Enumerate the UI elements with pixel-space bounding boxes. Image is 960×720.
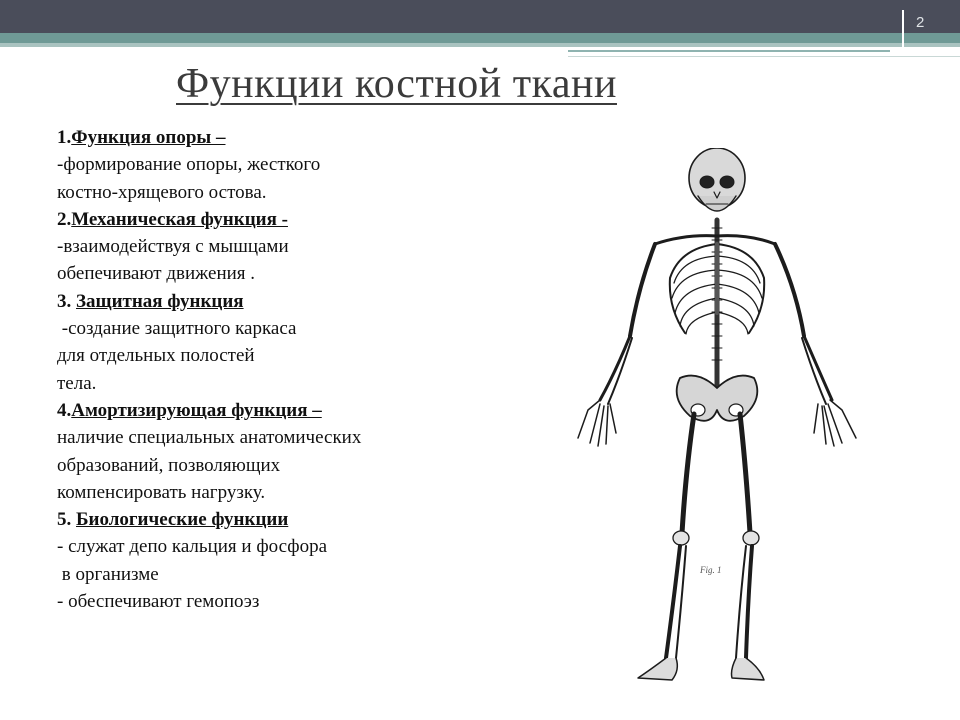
function-list [57,124,477,615]
text-line: обепечивают движения . [57,263,256,285]
header-stripe [0,33,960,43]
text-line: наличие специальных анатомических [57,427,362,449]
text-line: костно-хрящевого остова. [57,181,267,203]
item-number: 1. [57,127,72,148]
text-line: в организме [57,563,159,585]
item-heading: Функция опоры – [71,127,226,148]
item-number: 3. [57,290,76,312]
figure-label: Fig. 1 [700,565,722,575]
text-line: - обеспечивают гемопоэз [57,591,260,613]
heading-protective [57,288,477,315]
text-line: -взаимодействуя с мышцами [57,236,289,258]
skeleton-illustration [560,148,870,693]
item-number: 4. [57,399,72,421]
item-heading: Механическая функция - [71,208,288,230]
text-line: компенсировать нагрузку. [57,481,266,503]
text-line: образований, позволяющих [57,454,281,476]
text-line: для отдельных полостей [57,345,255,367]
heading-support [57,124,477,151]
item-heading: Защитная функция [76,290,244,312]
header-stripe-light [0,43,960,47]
decor-line-thin [568,56,960,57]
item-number: 2. [57,208,72,230]
heading-biological [57,506,477,533]
item-heading: Биологические функции [76,509,289,531]
heading-shock-absorbing [57,397,477,424]
item-number: 5. [57,509,76,531]
item-heading: Амортизирующая функция – [71,399,322,421]
slide-header-band [0,0,960,33]
page-number: 2 [916,14,925,31]
text-line: -формирование опоры, жесткого [57,154,321,176]
slide-title: Функции костной ткани [176,61,617,107]
heading-mechanical [57,206,477,233]
text-line: -создание защитного каркаса [57,318,297,340]
text-line: - служат депо кальция и фосфора [57,536,328,558]
text-line: тела. [57,372,97,394]
decor-line [568,50,890,52]
header-divider [902,10,904,52]
